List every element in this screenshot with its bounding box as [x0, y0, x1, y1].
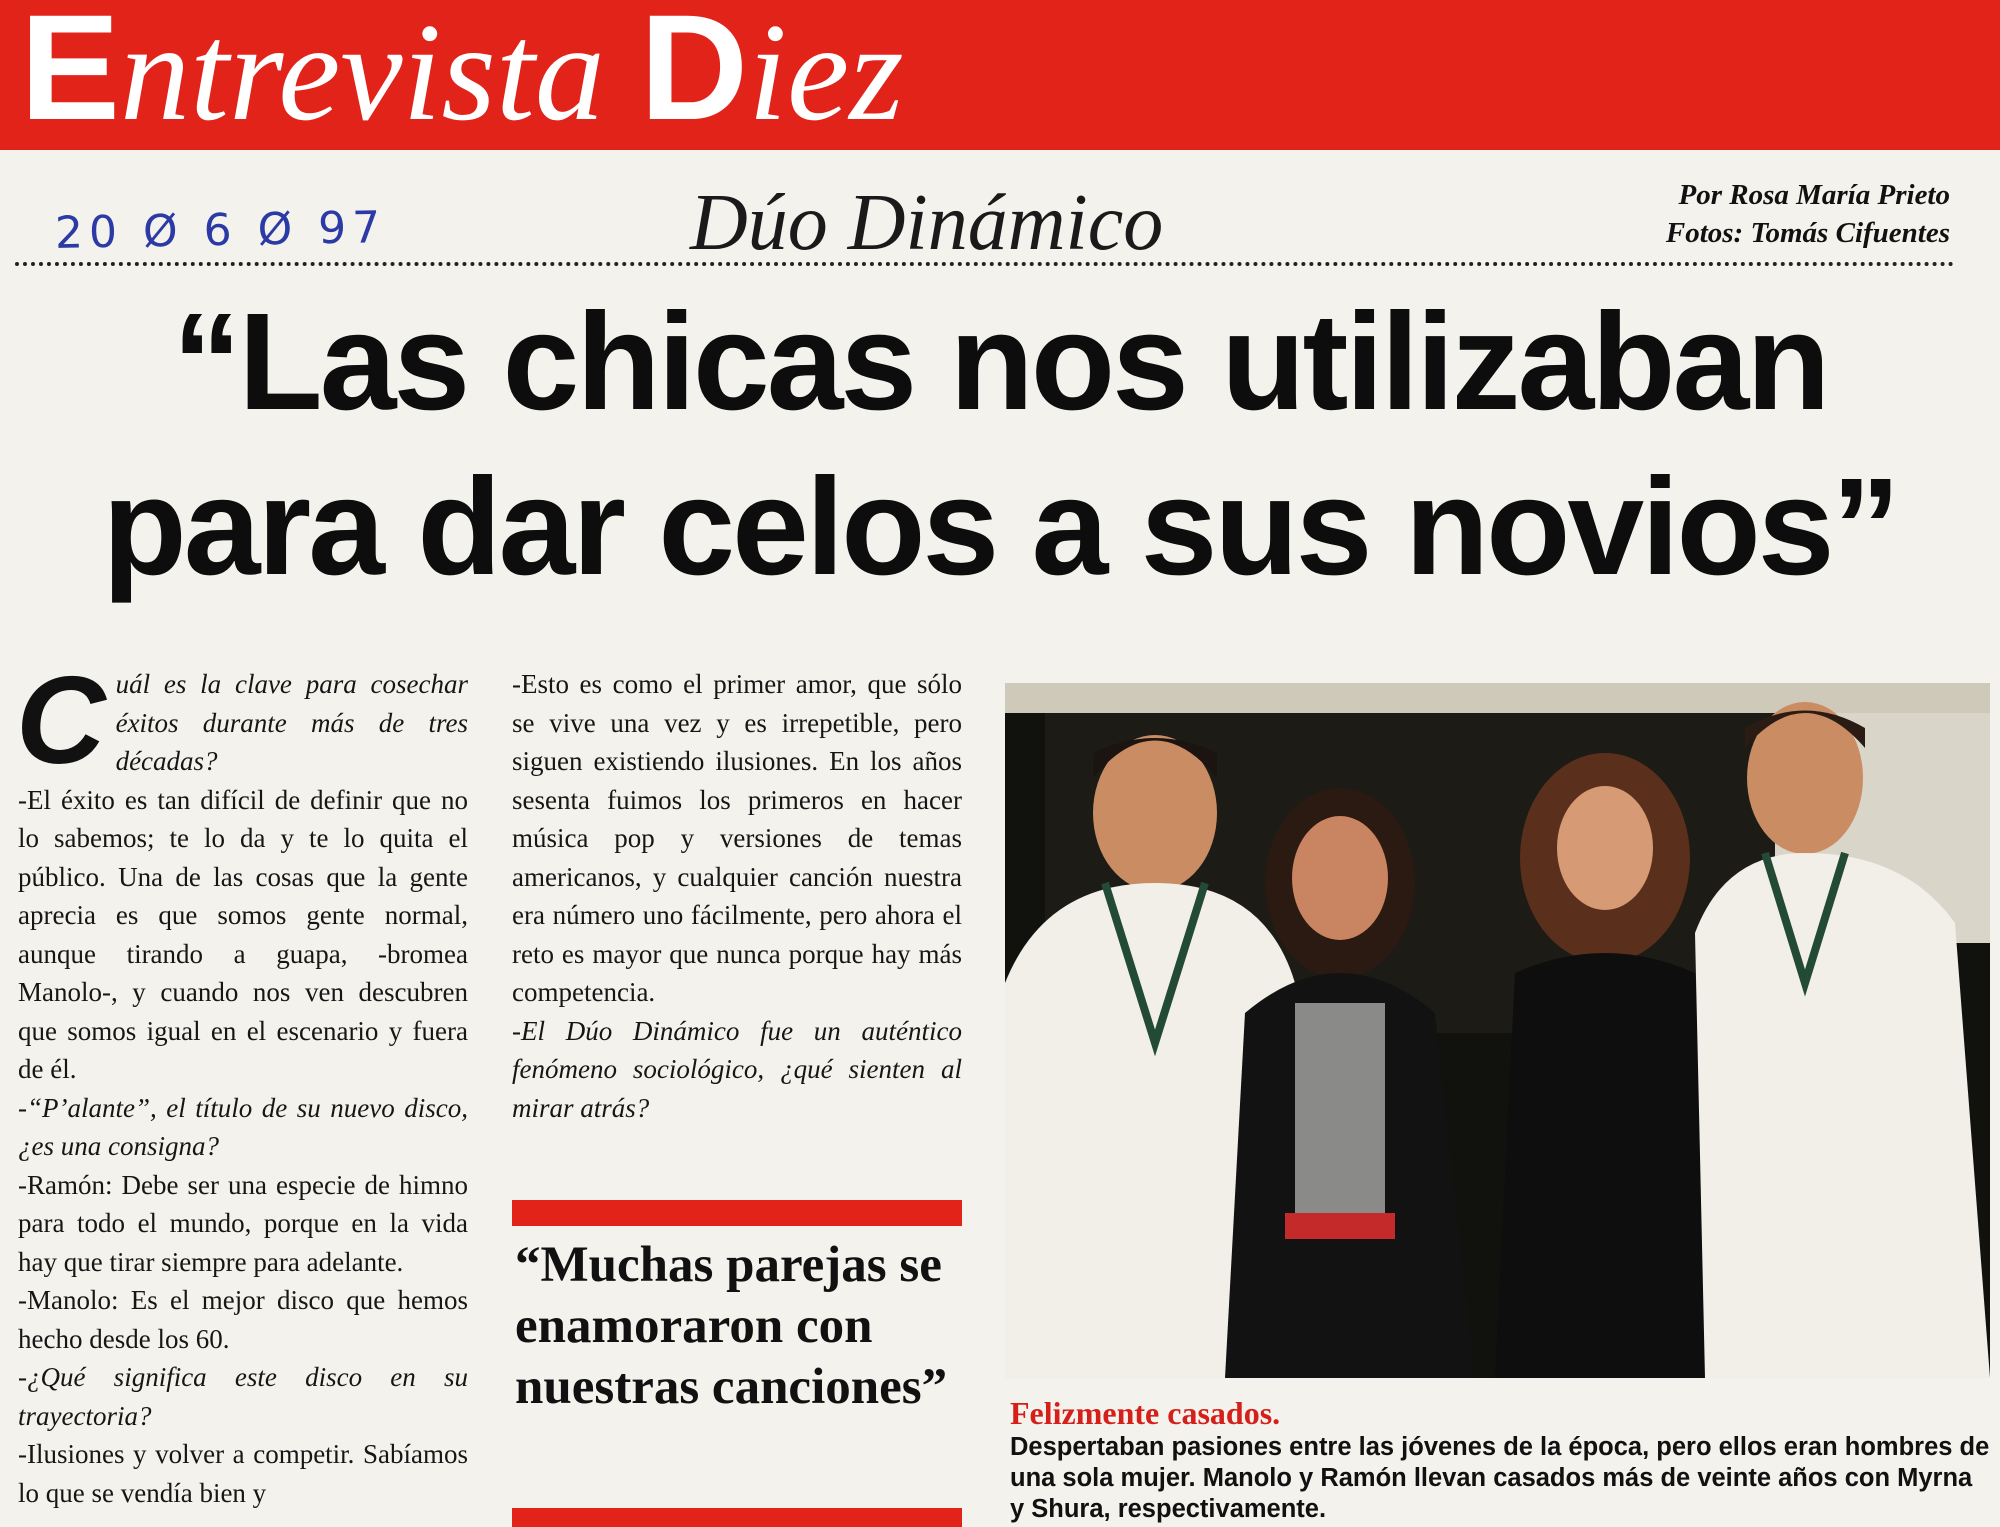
banner-title: Entrevista Diez: [20, 0, 904, 151]
answer-paragraph: -El éxito es tan difícil de definir que no lo sabemos; te lo da y te lo quita el público. Una de las cosas que la gente aprecia es que somos gente normal, aunque tirando a guapa, -bromea Manolo-, y cuando nos ven descubren que somos igual en el escenario y fuera de él.: [18, 784, 468, 1084]
question-paragraph: -¿Qué significa este disco en su trayectoria?: [18, 1362, 468, 1431]
handwritten-date: 20 Ø 6 Ø 97: [54, 202, 387, 259]
question-paragraph: -“P’alante”, el título de su nuevo disco, ¿es una consigna?: [18, 1092, 468, 1161]
credits: [1666, 176, 1950, 252]
pullquote-bar-top: [512, 1200, 962, 1226]
headline: [40, 280, 1960, 610]
drop-cap: C: [16, 652, 106, 790]
section-banner: [0, 0, 2000, 150]
pull-quote: “Muchas parejas se enamoraron con nuestras canciones”: [515, 1237, 948, 1415]
answer-paragraph: -Manolo: Es el mejor disco que hemos hecho desde los 60.: [18, 1285, 468, 1354]
headline-line-1: “Las chicas nos utilizaban: [172, 285, 1828, 439]
section-title: Dúo Dinámico: [690, 179, 1164, 267]
group-photo: [1005, 683, 1990, 1378]
answer-paragraph: -Ramón: Debe ser una especie de himno para todo el mundo, porque en la vida hay que tirar siempre para adelante.: [18, 1169, 468, 1277]
article-column-1: [16, 652, 468, 1512]
dotted-divider: [15, 262, 1955, 266]
question-paragraph: -El Dúo Dinámico fue un auténtico fenómeno sociológico, ¿qué sienten al mirar atrás?: [512, 1015, 962, 1123]
photo-credit: Fotos: Tomás Cifuentes: [1665, 217, 1950, 249]
answer-paragraph: -Ilusiones y volver a competir. Sabíamos lo que se vendía bien y: [18, 1439, 468, 1508]
caption-title: Felizmente casados.: [1010, 1395, 1281, 1431]
caption-text: Despertaban pasiones entre las jóvenes de la época, pero ellos eran hombres de una sola mujer. Manolo y Ramón llevan casados más de veinte años con Myrna y Shura, respectivamente.: [1010, 1433, 1990, 1523]
answer-paragraph: -Esto es como el primer amor, que sólo se vive una vez y es irrepetible, pero siguen existiendo ilusiones. En los años sesenta fuimos los primeros en hacer música pop y versiones de temas americanos, y cualquier canción nuestra era número uno fácilmente, pero ahora el reto es mayor que nunca porque hay más competencia.: [512, 669, 962, 1007]
headline-line-2: para dar celos a sus novios”: [102, 450, 1898, 604]
article-column-2: [512, 665, 962, 1127]
byline: Por Rosa María Prieto: [1678, 179, 1950, 211]
question-paragraph: Cuál es la clave para cosechar éxitos durante más de tres décadas?: [16, 652, 468, 790]
photo-illustration: [1005, 683, 1990, 1378]
pullquote-bar-bottom: [512, 1508, 962, 1527]
